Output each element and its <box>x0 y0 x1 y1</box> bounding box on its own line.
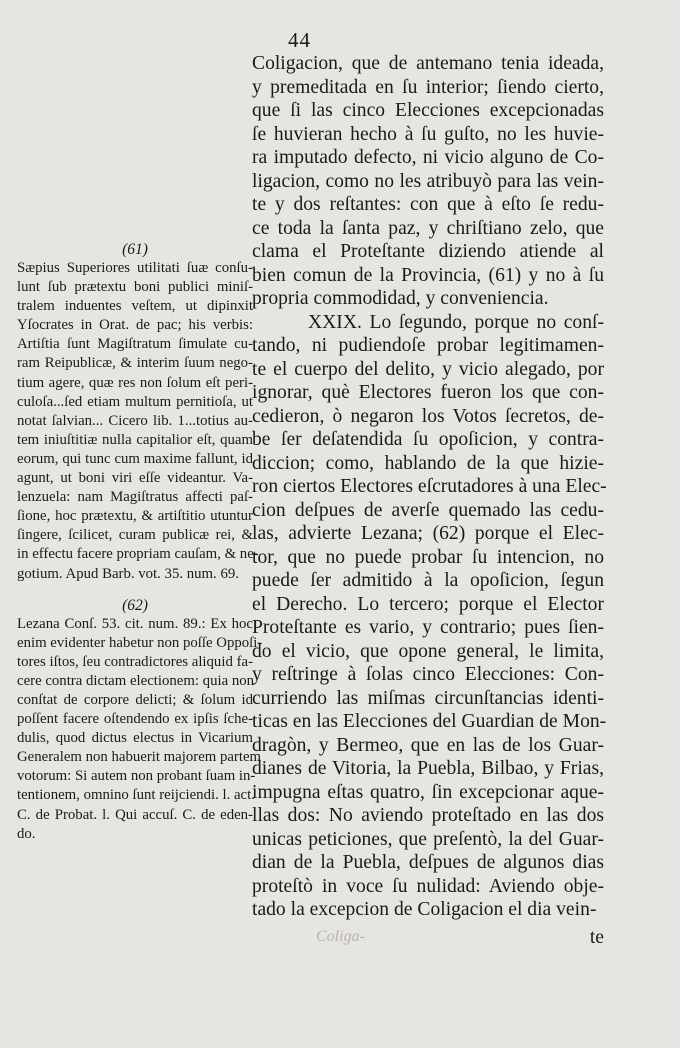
text-line: te el cuerpo del delito, y vicio alegado, por <box>252 358 604 380</box>
main-text-column <box>252 52 607 949</box>
text-line: y premeditada en ſu interior; ſiendo cierto, <box>252 76 604 98</box>
bleed-through-text: Coliga- <box>316 928 365 945</box>
footnote-line: ſione, hoc prætextu, & artiſtitio utuntur <box>17 508 253 525</box>
text-line: do el vicio, que opone general, le limita, <box>252 640 604 662</box>
footnote-line: tores iſtos, ſeu contradictores aliquid fa- <box>17 653 253 670</box>
text-line: tado la excepcion de Coligacion el dia vein- <box>252 899 597 920</box>
text-line: ligacion, como no les atribuyò para las vein- <box>252 170 604 192</box>
footnote-line: cere contra dictam electionem: quia non <box>17 672 255 689</box>
text-line: impugna eſtas quatro, ſin excepcionar aque- <box>252 781 604 803</box>
footnote-line: C. de Probat. l. Qui accuſ. C. de eden- <box>17 806 253 823</box>
footnote-line: ſingere, ſcilicet, curam publicæ rei, & <box>17 527 253 544</box>
footnote-line: poſſent facere oſtendendo ex ipſis ſche- <box>17 711 253 728</box>
text-line: dian de la Puebla, deſpues de algunos dias <box>252 852 604 873</box>
text-line: que ſi las cinco Elecciones excepcionadas <box>252 100 604 121</box>
footnote-line: tentionem, omnino ſunt reijciendi. l. act. <box>17 787 255 804</box>
footnote-line: votorum: Si autem non probant ſuam in- <box>17 768 256 785</box>
text-line: ignorar, què Electores fueron los que con- <box>252 382 604 403</box>
footnote-line: tium agere, quæ res non ſolum eſt peri- <box>17 374 253 391</box>
text-line: be ſer deſatendida ſu opoſicion, y contra- <box>252 429 604 450</box>
text-line: curriendo las miſmas circunſtancias identi- <box>252 687 604 709</box>
text-line: ticas en las Elecciones del Guardian de Mon- <box>252 711 607 732</box>
page-number: 44 <box>288 28 311 52</box>
footnote-line: Lezana Conſ. 53. cit. num. 89.: Ex hoc <box>17 615 253 632</box>
footnote-line: enim evidenter habetur non poſſe Oppoſi- <box>17 634 263 651</box>
footnote-line: lenzuela: nam Magiſtratus affecti paſ- <box>17 489 253 506</box>
footnote-number: (62) <box>122 596 148 614</box>
text-line: tando, ni pudiendoſe probar legitimamen- <box>252 335 604 356</box>
text-line: ſe huvieran hecho à ſu guſto, no les huvie- <box>252 123 604 145</box>
footnote-line: tem iniuſtitiæ nulla capitalior eſt, quam <box>17 431 253 448</box>
text-line: dianes de Vitoria, la Puebla, Bilbao, y Frias, <box>252 758 604 779</box>
footnote-line: tralem induentes veſtem, ut dipinxit <box>17 298 253 315</box>
text-line: ron ciertos Electores eſcrutadores à una Elec- <box>252 476 607 497</box>
footnote-body <box>17 615 263 844</box>
text-line: unicas peticiones, que preſentò, la del Guar- <box>252 828 604 850</box>
footnote-line: conſtat de corpore delicti; & ſolum id <box>17 691 253 708</box>
text-line: tor, que no puede probar ſu intencion, no <box>252 546 604 568</box>
footnote-line: notat ſalvian... Cicero lib. 1...totius au- <box>17 412 253 429</box>
text-line: diccion; como, hablando de la que hizie- <box>252 452 604 474</box>
text-line: Proteſtante es vario, y contrario; pues ſien- <box>252 617 604 638</box>
text-line: puede ſer admitido à la opoſicion, ſegun <box>252 570 604 591</box>
footnote-line: eorum, qui tunc cum maxime fallunt, id <box>17 450 253 467</box>
footnote-body <box>17 259 259 584</box>
footnote-line: agunt, ut boni viri eſſe videantur. Va- <box>17 470 253 487</box>
text-line: propria commodidad, y conveniencia. <box>252 288 549 309</box>
footnote-line: ram Reipublicæ, & interim ſuum nego- <box>17 355 253 372</box>
footnote-line: Artiſtia ſunt Magiſtratum ſimulate cu- <box>17 336 253 353</box>
footnote-61 <box>17 240 259 584</box>
footnote-line: Yſocrates in Orat. de pac; his verbis: <box>17 317 253 334</box>
text-line: Coligacion, que de antemano tenia ideada, <box>252 53 604 74</box>
footnote-62 <box>17 596 263 844</box>
footnote-line: lunt ſub prætextu boni publici miniſ- <box>17 279 253 296</box>
text-line: el Derecho. Lo tercero; porque el Elector <box>252 593 604 615</box>
footnote-number: (61) <box>122 241 148 258</box>
text-line: y reſtringe à ſolas cinco Elecciones: Con- <box>252 664 604 685</box>
body-text <box>252 52 607 922</box>
text-line: bien comun de la Provincia, (61) y no à ſu <box>252 264 604 286</box>
footnote-line: Sæpius Superiores utilitati ſuæ conſu- <box>17 260 253 276</box>
text-line: las, advierte Lezana; (62) porque el Elec- <box>252 523 604 544</box>
text-line: llas dos: No aviendo proteſtado en las dos <box>252 805 604 826</box>
text-line: cedieron, ò negaron los Votos ſecretos, de- <box>252 405 604 427</box>
footnote-line: dulis, quod dictus electus in Vicarium <box>17 730 253 747</box>
footnote-line: in effectu facere propriam cauſam, & ne- <box>17 546 259 563</box>
text-line: te y dos reſtantes: con que à eſto ſe redu- <box>252 194 604 215</box>
footnote-line: do. <box>17 825 36 842</box>
text-line: XXIX. Lo ſegundo, porque no conſ- <box>308 311 604 333</box>
footnote-line: Generalem non habuerit majorem partem <box>17 749 262 766</box>
catchword: te <box>589 926 604 948</box>
text-line: proteſtò in voce ſu nulidad: Aviendo obje- <box>252 875 604 897</box>
footnote-line: gotium. Apud Barb. vot. 35. num. 69. <box>17 565 239 582</box>
text-line: ra imputado defecto, ni vicio alguno de Co- <box>252 147 604 168</box>
text-line: clama el Proteſtante diziendo atiende al <box>252 241 604 262</box>
text-line: cion deſpues de averſe quemado las cedu- <box>252 499 604 521</box>
text-line: dragòn, y Bermeo, que en las de los Guar- <box>252 734 604 756</box>
footnote-line: culoſa...ſed etiam multum pernitioſa, ut <box>17 393 253 410</box>
marginal-notes <box>17 240 263 856</box>
text-line: ce toda la ſanta paz, y chriſtiano zelo, que <box>252 217 604 239</box>
